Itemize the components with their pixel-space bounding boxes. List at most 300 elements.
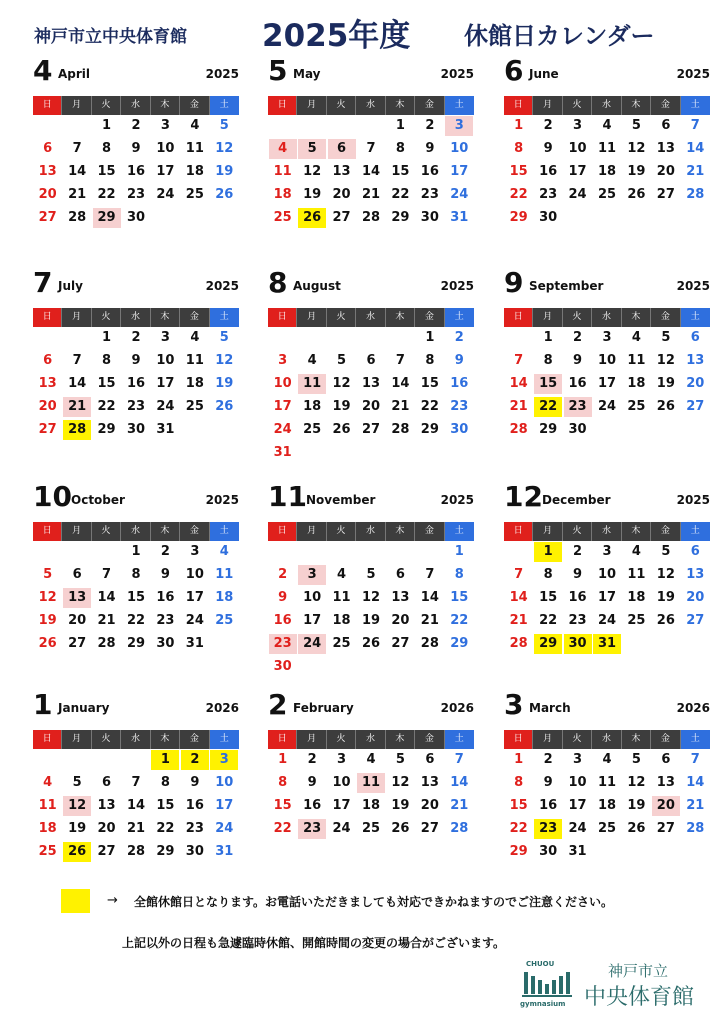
month-march xyxy=(504,690,710,890)
month-number: 4 xyxy=(33,54,53,87)
weekday-label: 木 xyxy=(622,730,651,749)
calendar-day: 3 xyxy=(337,752,347,767)
month-header xyxy=(268,482,474,518)
weekday-label: 木 xyxy=(622,96,651,115)
calendar-day: 8 xyxy=(278,775,288,790)
calendar-day: 31 xyxy=(156,422,175,437)
calendar-day: 30 xyxy=(156,636,175,651)
month-august xyxy=(268,268,474,468)
calendar-day: 19 xyxy=(303,187,322,202)
calendar-day: 23 xyxy=(420,187,439,202)
weekday-label: 木 xyxy=(151,730,180,749)
calendar-day: 13 xyxy=(38,376,57,391)
month-june xyxy=(504,56,710,256)
calendar-day: 5 xyxy=(72,775,82,790)
calendar-day: 19 xyxy=(68,821,87,836)
calendar-day: 31 xyxy=(273,445,292,460)
month-header xyxy=(504,56,710,92)
month-year: 2026 xyxy=(440,701,474,715)
calendar-day: 25 xyxy=(185,187,204,202)
weekday-label: 金 xyxy=(415,96,444,115)
calendar-day: 4 xyxy=(190,118,200,133)
closed-day: 30 xyxy=(564,634,592,654)
calendar-day: 17 xyxy=(597,590,617,605)
logo-mark-top: CHUOU xyxy=(526,960,555,968)
calendar-day: 17 xyxy=(156,164,175,179)
calendar-day: 1 xyxy=(514,752,524,767)
holiday-day: 23 xyxy=(269,634,297,654)
calendar-day: 13 xyxy=(391,590,410,605)
calendar-day: 22 xyxy=(97,399,116,414)
weekday-label: 土 xyxy=(681,96,710,115)
calendar-day: 6 xyxy=(102,775,112,790)
calendar-day: 19 xyxy=(215,164,234,179)
holiday-day: 6 xyxy=(328,139,356,159)
calendar-day: 24 xyxy=(568,187,587,202)
calendar-day: 25 xyxy=(627,613,646,628)
calendar-day: 2 xyxy=(131,118,141,133)
holiday-day: 4 xyxy=(269,139,297,159)
calendar-day: 1 xyxy=(454,544,464,559)
calendar-day: 16 xyxy=(539,164,558,179)
closed-day: 22 xyxy=(534,397,562,417)
weekday-header-row xyxy=(33,308,239,327)
weekday-label: 金 xyxy=(651,522,680,541)
calendar-day: 9 xyxy=(573,353,583,368)
calendar-day: 7 xyxy=(690,118,700,133)
calendar-day: 21 xyxy=(126,821,146,836)
calendar-day: 2 xyxy=(573,544,583,559)
calendar-day: 17 xyxy=(450,164,469,179)
calendar-day: 27 xyxy=(420,821,439,836)
calendar-day: 5 xyxy=(43,567,53,582)
calendar-day: 26 xyxy=(627,821,646,836)
calendar-day: 5 xyxy=(219,118,229,133)
calendar-day: 9 xyxy=(543,775,553,790)
month-number: 1 xyxy=(33,688,53,721)
weekday-label: 土 xyxy=(445,308,474,327)
calendar-day: 22 xyxy=(97,187,116,202)
calendar-day: 3 xyxy=(602,330,612,345)
month-header xyxy=(268,56,474,92)
calendar-day: 31 xyxy=(568,844,587,859)
weekday-label: 火 xyxy=(563,522,592,541)
calendar-day: 17 xyxy=(185,590,204,605)
calendar-day: 29 xyxy=(391,210,410,225)
calendar-day: 11 xyxy=(332,590,351,605)
month-july xyxy=(33,268,239,468)
calendar-day: 11 xyxy=(627,353,646,368)
month-year: 2025 xyxy=(205,67,239,81)
month-year: 2026 xyxy=(676,701,710,715)
calendar-day: 9 xyxy=(543,141,553,156)
calendar-day: 15 xyxy=(273,798,292,813)
weekday-label: 火 xyxy=(563,730,592,749)
weekday-label: 火 xyxy=(92,96,121,115)
month-header xyxy=(33,56,239,92)
calendar-day: 17 xyxy=(273,399,292,414)
weekday-header-row xyxy=(268,522,474,541)
holiday-day: 21 xyxy=(63,397,91,417)
calendar-day: 12 xyxy=(215,353,234,368)
month-september xyxy=(504,268,710,468)
calendar-day: 14 xyxy=(686,775,705,790)
month-number: 9 xyxy=(504,266,524,299)
weekday-label: 金 xyxy=(651,730,680,749)
calendar-day: 13 xyxy=(656,141,675,156)
weekday-label: 水 xyxy=(592,308,621,327)
weekday-label: 月 xyxy=(533,96,562,115)
weekday-label: 土 xyxy=(210,522,239,541)
calendar-day: 18 xyxy=(627,376,646,391)
calendar-day: 16 xyxy=(568,590,587,605)
calendar-day: 15 xyxy=(126,590,146,605)
calendar-day: 15 xyxy=(97,164,116,179)
calendar-day: 8 xyxy=(131,567,141,582)
weekday-label: 日 xyxy=(33,96,62,115)
calendar-day: 12 xyxy=(391,775,410,790)
calendar-day: 12 xyxy=(656,567,675,582)
month-name: November xyxy=(306,493,376,507)
holiday-day: 3 xyxy=(445,116,473,136)
weekday-header-row xyxy=(33,730,239,749)
calendar-day: 10 xyxy=(185,567,204,582)
closed-day: 2 xyxy=(181,750,209,770)
calendar-day: 27 xyxy=(656,187,675,202)
calendar-day: 16 xyxy=(126,376,146,391)
calendar-day: 2 xyxy=(543,752,553,767)
calendar-day: 14 xyxy=(450,775,469,790)
weekday-label: 火 xyxy=(92,730,121,749)
calendar-day: 15 xyxy=(450,590,469,605)
weekday-label: 月 xyxy=(533,308,562,327)
weekday-label: 土 xyxy=(210,730,239,749)
calendar-day: 20 xyxy=(686,376,705,391)
calendar-day: 7 xyxy=(425,567,435,582)
calendar-day: 12 xyxy=(361,590,381,605)
calendar-day: 2 xyxy=(454,330,464,345)
calendar-day: 9 xyxy=(454,353,464,368)
calendar-day: 7 xyxy=(395,353,405,368)
weekday-label: 金 xyxy=(180,522,209,541)
calendar-day: 23 xyxy=(126,187,146,202)
month-name: August xyxy=(293,279,341,293)
weekday-label: 日 xyxy=(504,730,533,749)
calendar-day: 24 xyxy=(156,187,175,202)
calendar-day: 4 xyxy=(43,775,53,790)
weekday-label: 土 xyxy=(445,730,474,749)
calendar-day: 6 xyxy=(395,567,405,582)
calendar-day: 26 xyxy=(38,636,57,651)
weekday-label: 金 xyxy=(180,96,209,115)
calendar-day: 18 xyxy=(215,590,234,605)
calendar-day: 10 xyxy=(597,353,617,368)
calendar-day: 30 xyxy=(539,844,558,859)
calendar-day: 17 xyxy=(332,798,351,813)
calendar-day: 21 xyxy=(97,613,116,628)
calendar-day: 3 xyxy=(278,353,288,368)
calendar-day: 6 xyxy=(690,544,700,559)
calendar-day: 18 xyxy=(332,613,351,628)
calendar-day: 7 xyxy=(366,141,376,156)
calendar-day: 11 xyxy=(597,775,617,790)
calendar-day: 31 xyxy=(215,844,234,859)
weekday-label: 水 xyxy=(356,522,385,541)
calendar-day: 31 xyxy=(450,210,469,225)
weekday-label: 金 xyxy=(651,96,680,115)
calendar-day: 7 xyxy=(454,752,464,767)
calendar-day: 29 xyxy=(509,210,528,225)
legend-text: 全館休館日となります。お電話いただきましても対応できかねますのでご注意ください。 xyxy=(134,895,614,909)
calendar-day: 16 xyxy=(450,376,469,391)
closed-day: 26 xyxy=(298,208,326,228)
weekday-label: 月 xyxy=(297,308,326,327)
notice-text: 上記以外の日程も急遽臨時休館、開館時間の変更の場合がございます。 xyxy=(122,936,506,950)
calendar-day: 20 xyxy=(391,613,410,628)
weekday-header-row xyxy=(504,308,710,327)
calendar-day: 20 xyxy=(38,399,57,414)
calendar-day: 15 xyxy=(509,798,528,813)
calendar-day: 10 xyxy=(215,775,234,790)
calendar-day: 19 xyxy=(38,613,57,628)
calendar-day: 18 xyxy=(38,821,57,836)
weekday-label: 月 xyxy=(62,730,91,749)
month-number: 8 xyxy=(268,266,288,299)
weekday-label: 月 xyxy=(62,522,91,541)
weekday-label: 火 xyxy=(92,308,121,327)
holiday-day: 23 xyxy=(564,397,592,417)
month-name: October xyxy=(71,493,125,507)
calendar-day: 18 xyxy=(361,798,381,813)
calendar-day: 9 xyxy=(190,775,200,790)
calendar-day: 26 xyxy=(332,422,351,437)
weekday-label: 金 xyxy=(180,308,209,327)
calendar-day: 11 xyxy=(597,141,617,156)
calendar-day: 1 xyxy=(543,330,553,345)
calendar-day: 29 xyxy=(97,422,116,437)
calendar-day: 19 xyxy=(332,399,351,414)
calendar-day: 15 xyxy=(97,376,116,391)
calendar-day: 24 xyxy=(185,613,204,628)
month-number: 11 xyxy=(268,480,307,513)
calendar-day: 3 xyxy=(602,544,612,559)
calendar-day: 4 xyxy=(307,353,317,368)
calendar-day: 14 xyxy=(686,141,705,156)
calendar-day: 20 xyxy=(38,187,57,202)
calendar-day: 23 xyxy=(568,613,587,628)
holiday-day: 23 xyxy=(298,819,326,839)
calendar-day: 12 xyxy=(303,164,322,179)
calendar-day: 23 xyxy=(185,821,204,836)
calendar-day: 9 xyxy=(131,353,141,368)
calendar-day: 7 xyxy=(514,353,524,368)
calendar-day: 13 xyxy=(38,164,57,179)
calendar-day: 5 xyxy=(219,330,229,345)
weekday-label: 水 xyxy=(121,96,150,115)
month-header xyxy=(33,690,239,726)
calendar-day: 13 xyxy=(686,353,705,368)
holiday-day: 3 xyxy=(298,565,326,585)
month-year: 2025 xyxy=(676,279,710,293)
calendar-day: 27 xyxy=(686,613,705,628)
calendar-day: 17 xyxy=(215,798,234,813)
calendar-day: 12 xyxy=(332,376,351,391)
weekday-label: 木 xyxy=(386,730,415,749)
calendar-day: 13 xyxy=(97,798,116,813)
month-name: May xyxy=(293,67,321,81)
calendar-day: 1 xyxy=(102,118,112,133)
month-january xyxy=(33,690,239,890)
calendar-day: 10 xyxy=(450,141,469,156)
fiscal-year-title: 2025年度 xyxy=(262,18,411,54)
weekday-header-row xyxy=(33,522,239,541)
month-year: 2025 xyxy=(205,493,239,507)
month-number: 3 xyxy=(504,688,524,721)
calendar-day: 10 xyxy=(156,141,175,156)
weekday-label: 月 xyxy=(533,730,562,749)
weekday-label: 日 xyxy=(268,96,297,115)
calendar-day: 28 xyxy=(68,210,87,225)
calendar-day: 8 xyxy=(514,775,524,790)
calendar-day: 9 xyxy=(573,567,583,582)
month-year: 2026 xyxy=(205,701,239,715)
calendar-day: 26 xyxy=(627,187,646,202)
month-name: September xyxy=(529,279,604,293)
calendar-day: 2 xyxy=(307,752,317,767)
calendar-day: 14 xyxy=(97,590,116,605)
calendar-day: 22 xyxy=(539,613,558,628)
calendar-day: 18 xyxy=(627,590,646,605)
calendar-day: 2 xyxy=(160,544,170,559)
calendar-day: 28 xyxy=(686,821,705,836)
calendar-day: 24 xyxy=(332,821,351,836)
calendar-day: 2 xyxy=(543,118,553,133)
weekday-label: 木 xyxy=(622,308,651,327)
weekday-label: 木 xyxy=(622,522,651,541)
calendar-day: 8 xyxy=(102,353,112,368)
calendar-day: 28 xyxy=(391,422,410,437)
weekday-header-row xyxy=(268,96,474,115)
holiday-day: 24 xyxy=(298,634,326,654)
calendar-day: 20 xyxy=(332,187,351,202)
calendar-day: 27 xyxy=(686,399,705,414)
calendar-day: 13 xyxy=(361,376,381,391)
calendar-day: 17 xyxy=(568,798,587,813)
calendar-day: 7 xyxy=(690,752,700,767)
calendar-day: 30 xyxy=(273,659,292,674)
holiday-day: 20 xyxy=(652,796,680,816)
weekday-label: 火 xyxy=(327,308,356,327)
calendar-day: 2 xyxy=(131,330,141,345)
weekday-label: 水 xyxy=(592,96,621,115)
month-year: 2025 xyxy=(440,67,474,81)
calendar-day: 6 xyxy=(425,752,435,767)
calendar-day: 4 xyxy=(337,567,347,582)
calendar-day: 22 xyxy=(273,821,292,836)
weekday-label: 土 xyxy=(210,96,239,115)
calendar-day: 29 xyxy=(450,636,469,651)
calendar-day: 4 xyxy=(602,118,612,133)
weekday-label: 水 xyxy=(356,730,385,749)
weekday-label: 日 xyxy=(268,730,297,749)
calendar-day: 10 xyxy=(568,141,587,156)
calendar-day: 8 xyxy=(454,567,464,582)
weekday-label: 土 xyxy=(681,308,710,327)
calendar-day: 30 xyxy=(420,210,439,225)
calendar-day: 8 xyxy=(425,353,435,368)
calendar-day: 5 xyxy=(395,752,405,767)
calendar-day: 4 xyxy=(366,752,376,767)
weekday-label: 火 xyxy=(92,522,121,541)
calendar-day: 16 xyxy=(539,798,558,813)
calendar-day: 23 xyxy=(126,399,146,414)
holiday-day: 11 xyxy=(298,374,326,394)
calendar-day: 11 xyxy=(627,567,646,582)
month-number: 7 xyxy=(33,266,53,299)
calendar-day: 11 xyxy=(185,353,204,368)
weekday-label: 火 xyxy=(327,522,356,541)
holiday-day: 12 xyxy=(63,796,91,816)
calendar-day: 8 xyxy=(395,141,405,156)
weekday-label: 日 xyxy=(268,308,297,327)
calendar-day: 2 xyxy=(573,330,583,345)
calendar-day: 9 xyxy=(278,590,288,605)
closed-day: 26 xyxy=(63,842,91,862)
calendar-day: 10 xyxy=(332,775,351,790)
calendar-day: 14 xyxy=(361,164,381,179)
calendar-day: 31 xyxy=(185,636,204,651)
calendar-day: 25 xyxy=(361,821,381,836)
holiday-day: 13 xyxy=(63,588,91,608)
calendar-day: 20 xyxy=(97,821,116,836)
calendar-day: 6 xyxy=(43,141,53,156)
calendar-day: 11 xyxy=(38,798,57,813)
calendar-day: 22 xyxy=(450,613,469,628)
calendar-day: 27 xyxy=(38,422,57,437)
calendar-day: 22 xyxy=(420,399,439,414)
weekday-label: 月 xyxy=(533,522,562,541)
calendar-day: 19 xyxy=(215,376,234,391)
weekday-label: 木 xyxy=(151,96,180,115)
calendar-day: 18 xyxy=(185,164,204,179)
calendar-day: 13 xyxy=(686,567,705,582)
calendar-day: 8 xyxy=(102,141,112,156)
closed-day: 1 xyxy=(534,542,562,562)
month-number: 2 xyxy=(268,688,288,721)
calendar-day: 12 xyxy=(38,590,57,605)
calendar-day: 4 xyxy=(631,330,641,345)
month-december xyxy=(504,482,710,682)
weekday-label: 日 xyxy=(504,96,533,115)
calendar-day: 19 xyxy=(627,164,646,179)
weekday-label: 木 xyxy=(386,96,415,115)
calendar-day: 15 xyxy=(420,376,439,391)
calendar-day: 20 xyxy=(686,590,705,605)
calendar-day: 12 xyxy=(215,141,234,156)
calendar-day: 21 xyxy=(509,613,528,628)
calendar-day: 29 xyxy=(509,844,528,859)
holiday-day: 11 xyxy=(357,773,385,793)
calendar-day: 2 xyxy=(425,118,435,133)
calendar-day: 21 xyxy=(361,187,381,202)
calendar-day: 2 xyxy=(278,567,288,582)
calendar-day: 4 xyxy=(631,544,641,559)
weekday-label: 水 xyxy=(121,522,150,541)
weekday-label: 月 xyxy=(297,730,326,749)
calendar-day: 7 xyxy=(514,567,524,582)
month-name: March xyxy=(529,701,571,715)
month-number: 5 xyxy=(268,54,288,87)
